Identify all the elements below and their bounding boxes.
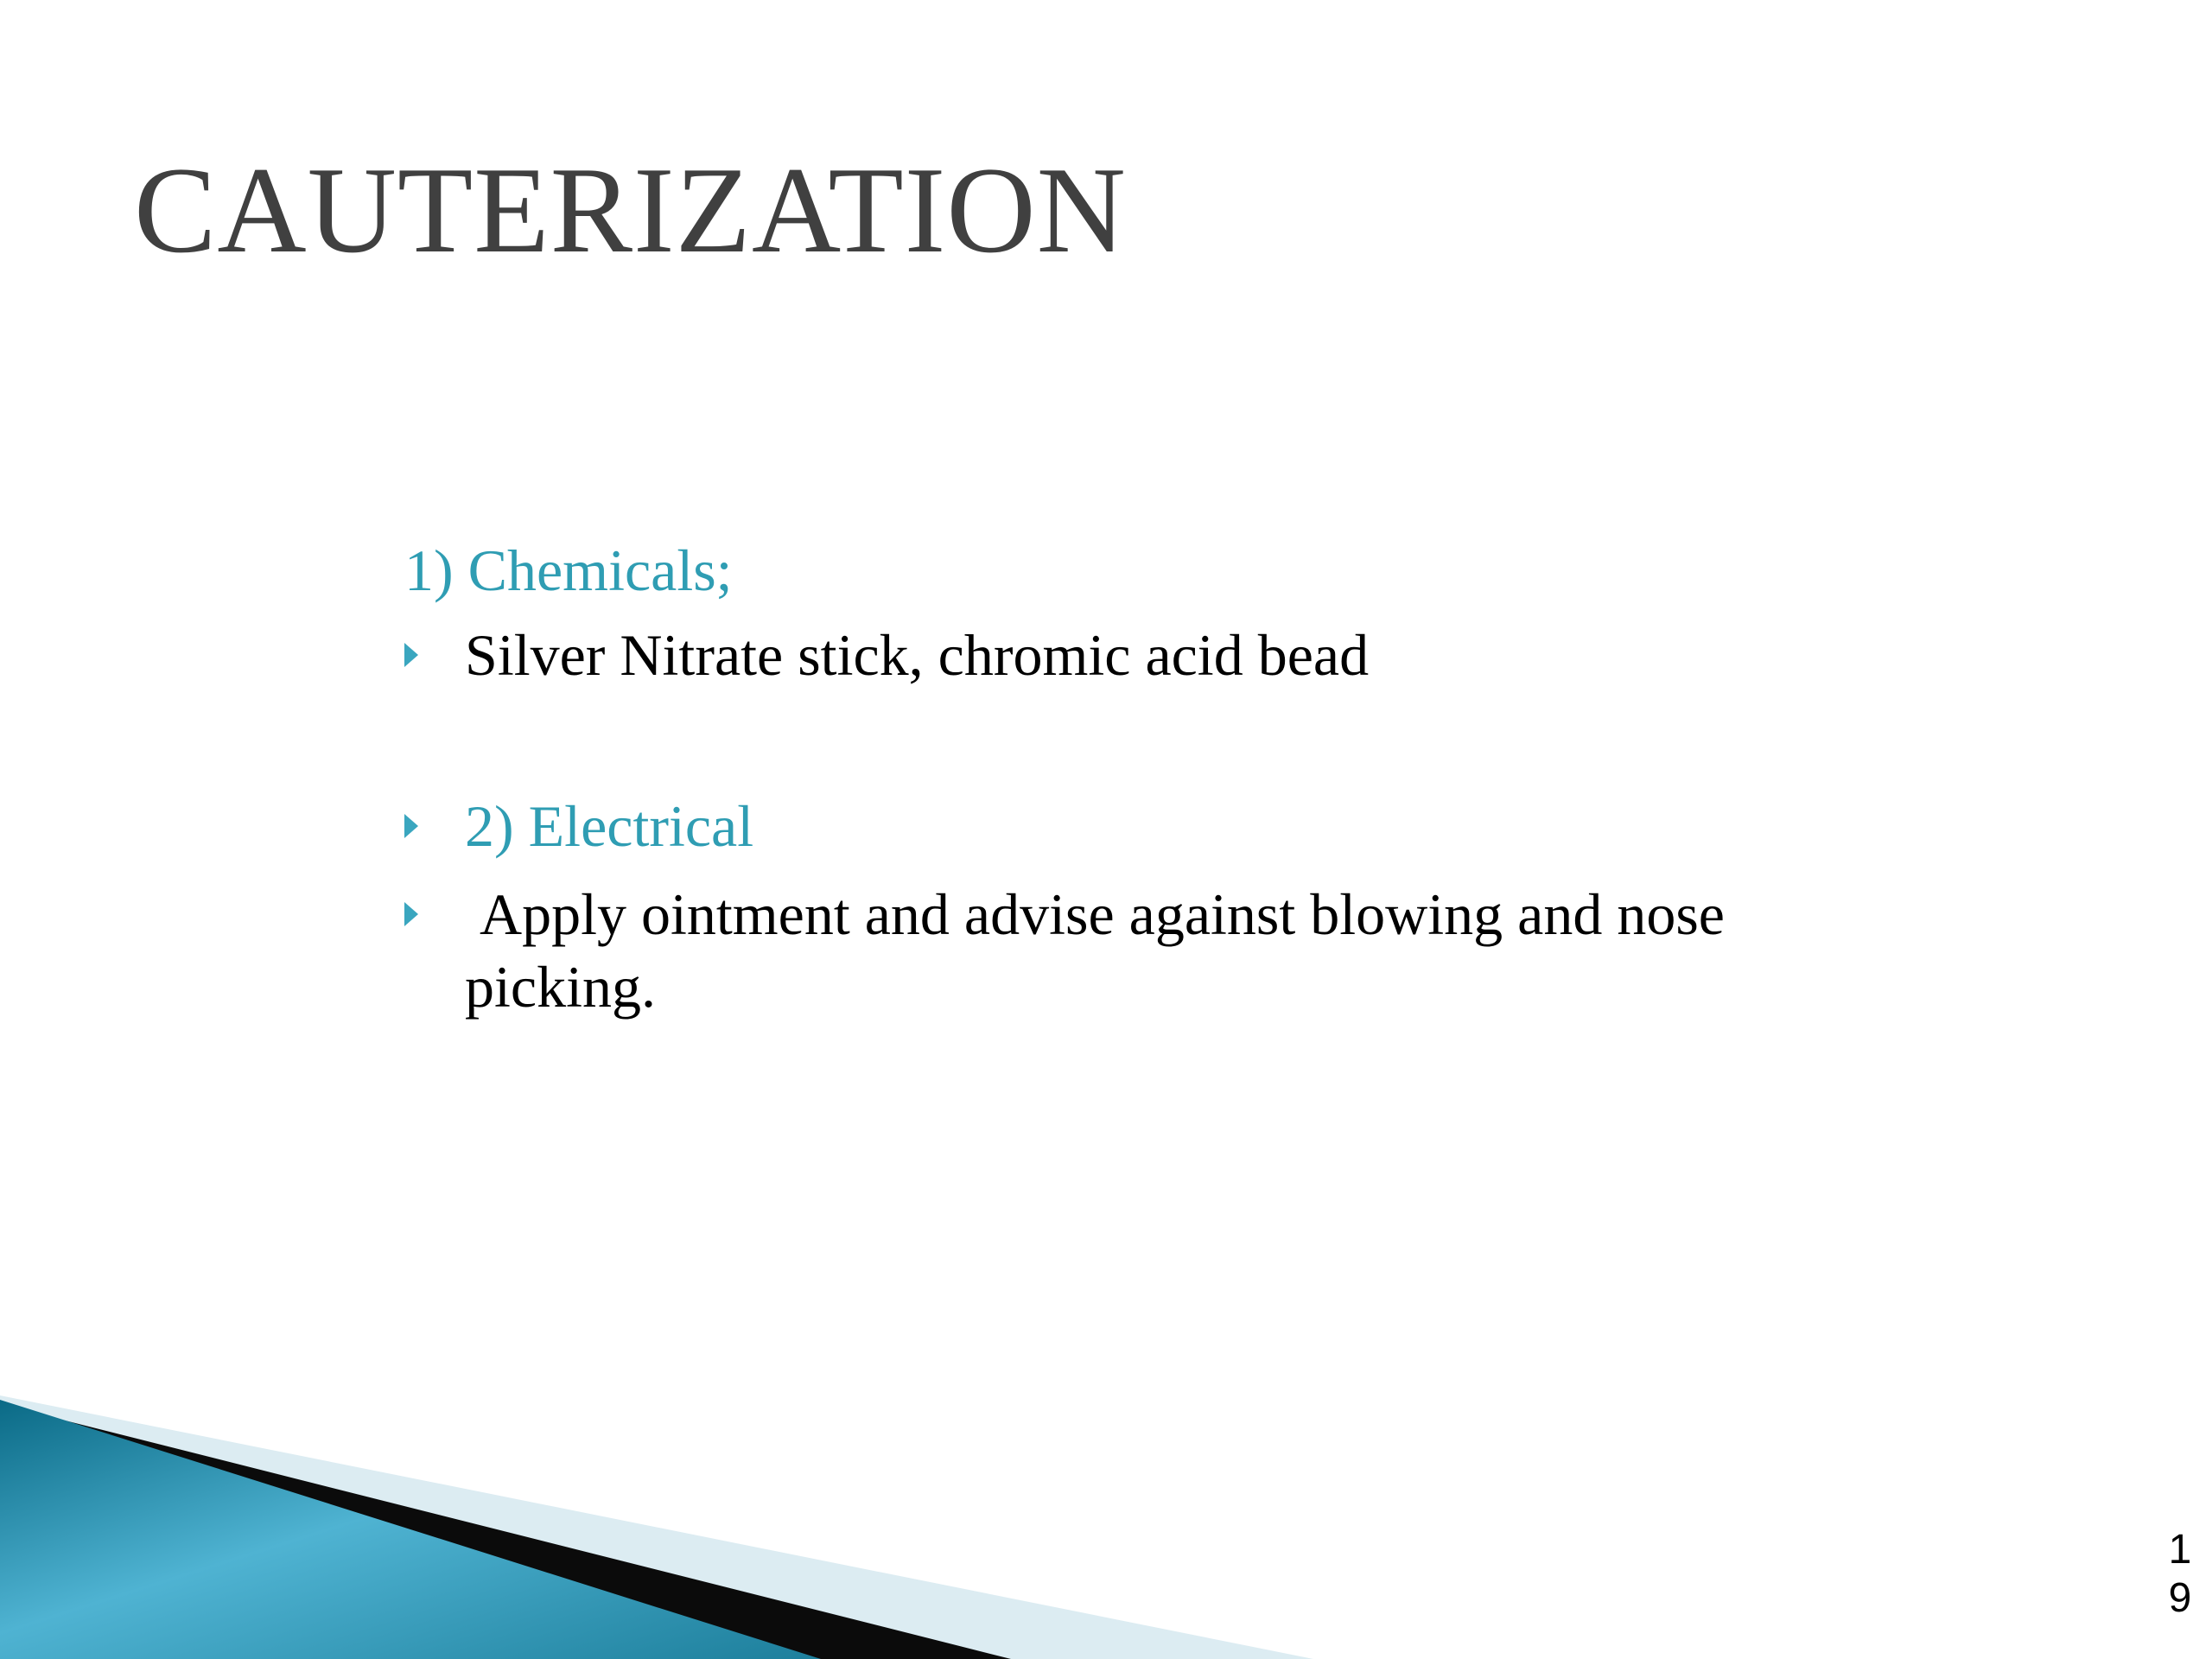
bullet-arrow-icon bbox=[404, 814, 418, 838]
list-item bbox=[404, 790, 1873, 862]
list-item-text: 2) Electrical bbox=[465, 793, 754, 859]
list-item bbox=[404, 619, 1873, 691]
list-item-text: 1) Chemicals; bbox=[404, 537, 733, 603]
list-item-text: Apply ointment and advise against blowing and nose picking. bbox=[465, 881, 1739, 1020]
list-item bbox=[404, 534, 1873, 607]
list-item-text: Silver Nitrate stick, chromic acid bead bbox=[465, 622, 1370, 688]
bullet-arrow-icon bbox=[404, 643, 418, 667]
list-item bbox=[404, 878, 1891, 1023]
slide-title: CAUTERIZATION bbox=[134, 142, 1127, 278]
teal-wedge bbox=[0, 1400, 821, 1659]
slide-body bbox=[404, 534, 1873, 1023]
bullet-arrow-icon bbox=[404, 902, 418, 926]
page-number: 19 bbox=[2168, 1527, 2192, 1621]
